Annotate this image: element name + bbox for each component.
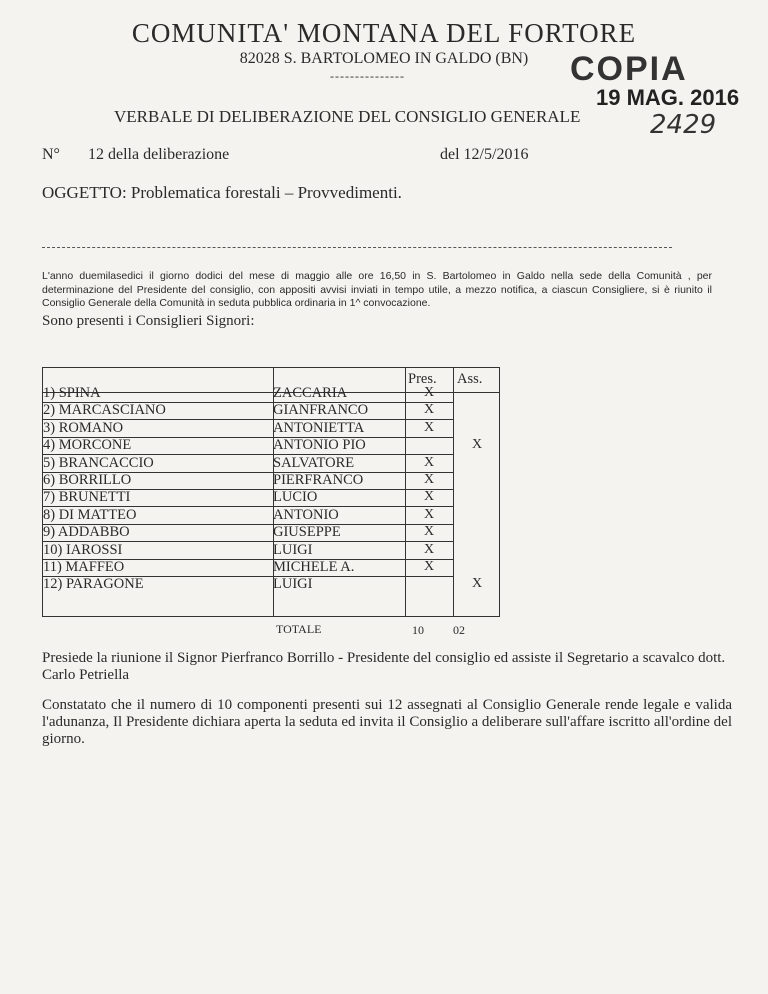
councillor-surname: 3) ROMANO bbox=[43, 419, 124, 436]
councillor-surname: 12) PARAGONE bbox=[43, 576, 144, 593]
councillor-first-name: ANTONIO bbox=[273, 506, 339, 523]
organization-address: 82028 S. BARTOLOMEO IN GALDO (BN) bbox=[239, 50, 529, 67]
col-header-absent: Ass. bbox=[457, 371, 483, 387]
deliberation-number-prefix: N° bbox=[42, 146, 60, 163]
councillor-surname: 5) BRANCACCIO bbox=[43, 454, 154, 471]
total-present: 10 bbox=[412, 623, 424, 637]
dashed-divider bbox=[42, 247, 672, 248]
quorum-paragraph: Constatato che il numero di 10 componenti presenti sui 12 assegnati al Consiglio Generale rende legale e valida l'adunanza, Il Presidente dichiara aperta la seduta ed invita il Consiglio a deliberare sull'affare iscritto all'ordine del giorno. bbox=[42, 697, 732, 747]
councillor-first-name: ANTONIO PIO bbox=[273, 437, 366, 454]
presiding-paragraph: Presiede la riunione il Signor Pierfranco Borrillo - Presidente del consiglio ed assiste il Segretario a scavalco dott. Carlo Petriella bbox=[42, 650, 726, 683]
date-stamp: 19 MAG. 2016 bbox=[596, 85, 740, 110]
table-divider bbox=[453, 368, 454, 616]
organization-name: COMUNITA' MONTANA DEL FORTORE bbox=[131, 18, 637, 48]
total-label: TOTALE bbox=[276, 622, 322, 636]
councillor-first-name: SALVATORE bbox=[273, 454, 355, 471]
present-mark: X bbox=[423, 419, 435, 435]
header-separator: --------------- bbox=[330, 69, 405, 83]
copy-stamp: COPIA bbox=[570, 50, 688, 88]
handwritten-protocol-number: 2429 bbox=[650, 110, 717, 140]
attendance-heading: Sono presenti i Consiglieri Signori: bbox=[42, 313, 255, 329]
total-absent: 02 bbox=[453, 623, 465, 637]
deliberation-number: 12 della deliberazione bbox=[88, 146, 230, 163]
present-mark: X bbox=[423, 402, 435, 418]
subject-line: OGGETTO: Problematica forestali – Provvedimenti. bbox=[42, 183, 402, 202]
present-mark: X bbox=[423, 559, 435, 574]
councillor-first-name: GIUSEPPE bbox=[273, 524, 341, 541]
councillor-surname: 1) SPINA bbox=[43, 385, 101, 401]
councillor-first-name: PIERFRANCO bbox=[273, 472, 364, 488]
councillor-surname: 8) DI MATTEO bbox=[43, 506, 137, 523]
present-mark: X bbox=[423, 454, 435, 470]
councillor-surname: 4) MORCONE bbox=[43, 437, 132, 454]
table-divider bbox=[405, 368, 406, 616]
councillor-first-name: LUIGI bbox=[273, 576, 313, 593]
councillor-first-name: ANTONIETTA bbox=[273, 419, 365, 436]
deliberation-date: del 12/5/2016 bbox=[440, 146, 529, 163]
absent-mark: X bbox=[471, 576, 483, 592]
councillor-surname: 6) BORRILLO bbox=[43, 472, 132, 488]
intro-paragraph: L'anno duemilasedici il giorno dodici del mese di maggio alle ore 16,50 in S. Bartolomeo in Galdo nella sede della Comunità , per determinazione del Presidente del consiglio, con appositi avvisi inviati in tempo utile, a mezzo notifica, a ciascun Consigliere, si è riunito il Consiglio Generale della Comunità in seduta pubblica ordinaria in 1^ convocazione. bbox=[42, 270, 712, 309]
document-title: VERBALE DI DELIBERAZIONE DEL CONSIGLIO GENERALE bbox=[114, 107, 581, 126]
councillor-surname: 11) MAFFEO bbox=[43, 559, 125, 575]
present-mark: X bbox=[423, 385, 435, 400]
present-mark: X bbox=[423, 524, 435, 540]
col-header-present: Pres. bbox=[408, 371, 437, 387]
councillor-first-name: LUCIO bbox=[273, 489, 318, 506]
present-mark: X bbox=[423, 541, 435, 557]
absent-mark: X bbox=[471, 437, 483, 453]
councillor-surname: 10) IAROSSI bbox=[43, 541, 123, 558]
present-mark: X bbox=[423, 489, 435, 505]
councillor-first-name: LUIGI bbox=[273, 541, 313, 558]
councillor-surname: 9) ADDABBO bbox=[43, 524, 130, 541]
councillor-first-name: ZACCARIA bbox=[273, 385, 348, 401]
councillor-first-name: MICHELE A. bbox=[273, 559, 355, 575]
attendance-table bbox=[42, 367, 500, 617]
present-mark: X bbox=[423, 506, 435, 522]
present-mark: X bbox=[423, 472, 435, 487]
councillor-surname: 2) MARCASCIANO bbox=[43, 402, 166, 419]
councillor-surname: 7) BRUNETTI bbox=[43, 489, 131, 506]
councillor-first-name: GIANFRANCO bbox=[273, 402, 369, 419]
